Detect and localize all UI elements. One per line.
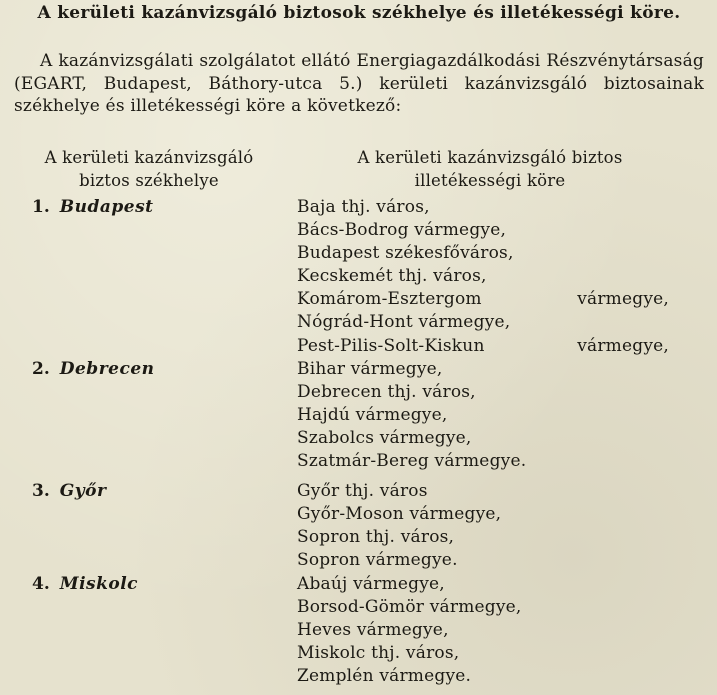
jurisdiction-list-gyor (297, 480, 669, 572)
jurisdiction-item: Heves vármegye, (297, 620, 449, 641)
seat-city: Budapest (59, 197, 154, 217)
jurisdiction-item: Zemplén vármegye. (297, 666, 472, 687)
jurisdiction-item: Bihar vármegye, (297, 359, 443, 379)
seat-entry-debrecen (32, 358, 155, 381)
jurisdiction-item: Baja thj. város, (297, 197, 430, 217)
jurisdiction-item: Győr thj. város (297, 481, 428, 501)
seat-number: 2. (32, 359, 50, 379)
jurisdiction-item: Bács-Bodrog vármegye, (297, 220, 507, 241)
seat-number: 4. (32, 574, 50, 594)
right-column-header-line2: illetékességi köre (414, 171, 566, 190)
intro-paragraph: A kazánvizsgálati szolgálatot ellátó Energiagazdálkodási Részvénytársaság (EGART, Budapest, Báthory-utca 5.) kerületi kazánvizsgáló biztosainak székhelye és illetékességi köre a következő: (14, 51, 704, 116)
seat-city: Győr (59, 481, 107, 501)
jurisdiction-item: Miskolc thj. város, (297, 643, 460, 664)
jurisdiction-item: Szatmár-Bereg vármegye. (297, 451, 527, 472)
left-column-header-line1: A kerületi kazánvizsgáló (44, 148, 254, 167)
left-column-header (14, 146, 284, 192)
document-title: A kerületi kazánvizsgáló biztosok székhelye és illetékességi köre. (37, 3, 681, 23)
jurisdiction-item: Kecskemét thj. város, (297, 266, 487, 287)
left-column-header-line2: biztos székhelye (79, 171, 219, 190)
jurisdiction-list-miskolc (297, 573, 669, 688)
seat-number: 3. (32, 481, 50, 501)
right-column-header-line1: A kerületi kazánvizsgáló biztos (357, 148, 623, 167)
seat-entry-miskolc (32, 573, 138, 596)
jurisdiction-item: Hajdú vármegye, (297, 405, 448, 426)
jurisdiction-item: Nógrád-Hont vármegye, (297, 312, 511, 333)
seat-entry-gyor (32, 480, 106, 503)
jurisdiction-item: Budapest székesfőváros, (297, 243, 514, 264)
jurisdiction-item: Abaúj vármegye, (297, 574, 445, 594)
seat-entry-budapest (32, 196, 154, 219)
seat-number: 1. (32, 197, 50, 217)
jurisdiction-item: Sopron vármegye. (297, 550, 458, 571)
jurisdiction-item: Győr-Moson vármegye, (297, 504, 502, 525)
jurisdiction-item: Sopron thj. város, (297, 527, 455, 548)
jurisdiction-item: Komárom-Esztergom vármegye, (297, 289, 669, 310)
jurisdiction-item: Debrecen thj. város, (297, 382, 476, 403)
right-column-header (300, 146, 680, 192)
jurisdiction-item: Borsod-Gömör vármegye, (297, 597, 522, 618)
jurisdiction-item: Pest-Pilis-Solt-Kiskun vármegye, (297, 335, 669, 356)
jurisdiction-item: Szabolcs vármegye, (297, 428, 472, 449)
jurisdiction-list-budapest (297, 196, 669, 358)
seat-city: Debrecen (59, 359, 155, 379)
jurisdiction-list-debrecen (297, 358, 669, 473)
seat-city: Miskolc (59, 574, 139, 594)
